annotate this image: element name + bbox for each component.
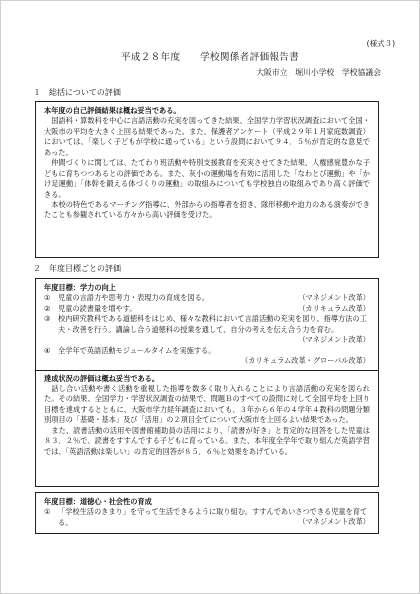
item-text: 児童の言語力や思考力・表現力の育成を図る。 [58,293,209,303]
goal1-title: 年度目標：学力の向上 [44,283,116,292]
item-number: ① [44,293,51,303]
goal1-paragraph: また、読書活動の活用や図書館補助員の活用により、「読書が好き」と肯定的な回答をした児童は８３．２％で、読書をすすんでする子どもに育っている。また、本年度全学年で取り組んだ英語学習では、「英語活動は楽しい」の肯定的回答が８５．６％と効果をあげている。 [44,425,370,456]
summary-evaluation-box [35,101,379,258]
summary-paragraph: 本校の特色であるマーチング指導に、外部からの指導者を招き、隊形移動や迫力のある演奏ができたことも参観されている方々から高い評価を受けた。 [44,199,370,220]
goal1-verdict: 達成状況の評価は概ね妥当である。 [44,373,160,383]
section1-heading: １ 総括についての評価 [33,88,121,97]
item-text: 児童の読書量を増やす。 [58,303,137,313]
goal1-item [44,346,370,367]
goal1-item [44,293,370,303]
goal2-title: 年度目標：道徳心・社会性の育成 [44,497,152,506]
summary-paragraph: 国語科・算数科を中心に言語活動の充実を図ってきた結果、全国学力学習状況調査において全国・大阪市の平均を大きく上回る結果であった。また、保護者アンケート（平成２９年１月家庭数調査）においては、「楽しく子どもが学校に通っている」という設問において９４．５％が肯定的な意見であった。 [44,116,370,157]
summary-paragraph: 仲間づくりに関しては、たてわり班活動や特別支援教育を充実させてきた結果、人権感覚豊かな子どもに育ちつつあるとの評価である。また、灰小の運動場を有効に活用した「なわとび運動」や「かけ足運動」「体幹を鍛える体づくりの運動」の取組みについても学校独自の取組みであり高く評価できる。 [44,158,370,199]
section2-heading: ２ 年度目標ごとの評価 [33,264,121,273]
item-note: （マネジメント改革） [298,293,370,303]
summary-verdict: 本年度の自己評価結果は概ね妥当である。 [44,106,181,115]
school-name: 大阪市立 堀川小学校 学校協議会 [256,68,381,77]
item-note: （カリキュラム改革） [298,303,370,313]
item-text: 校内研究教科である道徳科をはじめ、様々な教科において言語活動の充実を図り、指導方法の工夫・改善を行う。講論し合う道徳科の授業を通して、自分の考えを伝え合う力を育む。 [58,314,367,334]
item-note: （カリキュラム改革・グローバル改革） [241,356,370,366]
item-number: ④ [44,345,51,355]
goal1-box [35,278,379,487]
goal1-paragraph: 話し合い活動や書く活動を重視した指導を数多く取り入れることにより言語活動の充実を図られた。その結果、全国学力・学習状況調査の結果で、問題Ｂのすべての設問に対して全国平均を上回り目標を達成するとともに、大阪市学力経年調査においても、３年から６年の４学年４教科の問題分類別項目の「基礎・基本」及び「活用」の２項目全てについて大阪市を上回るよい結果であった。 [44,383,370,425]
goal1-item [44,314,370,345]
item-text: 全学年で英語活動モジュールタイムを実施する。 [58,345,216,355]
goal2-box [35,492,379,534]
item-number: ③ [44,314,51,324]
item-note: （マネジメント改革） [298,517,370,527]
item-text: 「学校生活のきまり」を守って生活できるように取り組む。すすんであいさつできる児童を育てる。 [58,507,368,527]
item-number: ② [44,303,51,313]
goal1-item [44,304,370,314]
form-number: (様式３) [366,39,395,48]
item-note: （マネジメント改革） [298,335,370,345]
goal2-item [44,507,370,527]
item-number: ① [44,507,51,517]
divider [36,370,378,371]
page-title: 平成２８年度 学校関係者評価報告書 [120,52,300,63]
